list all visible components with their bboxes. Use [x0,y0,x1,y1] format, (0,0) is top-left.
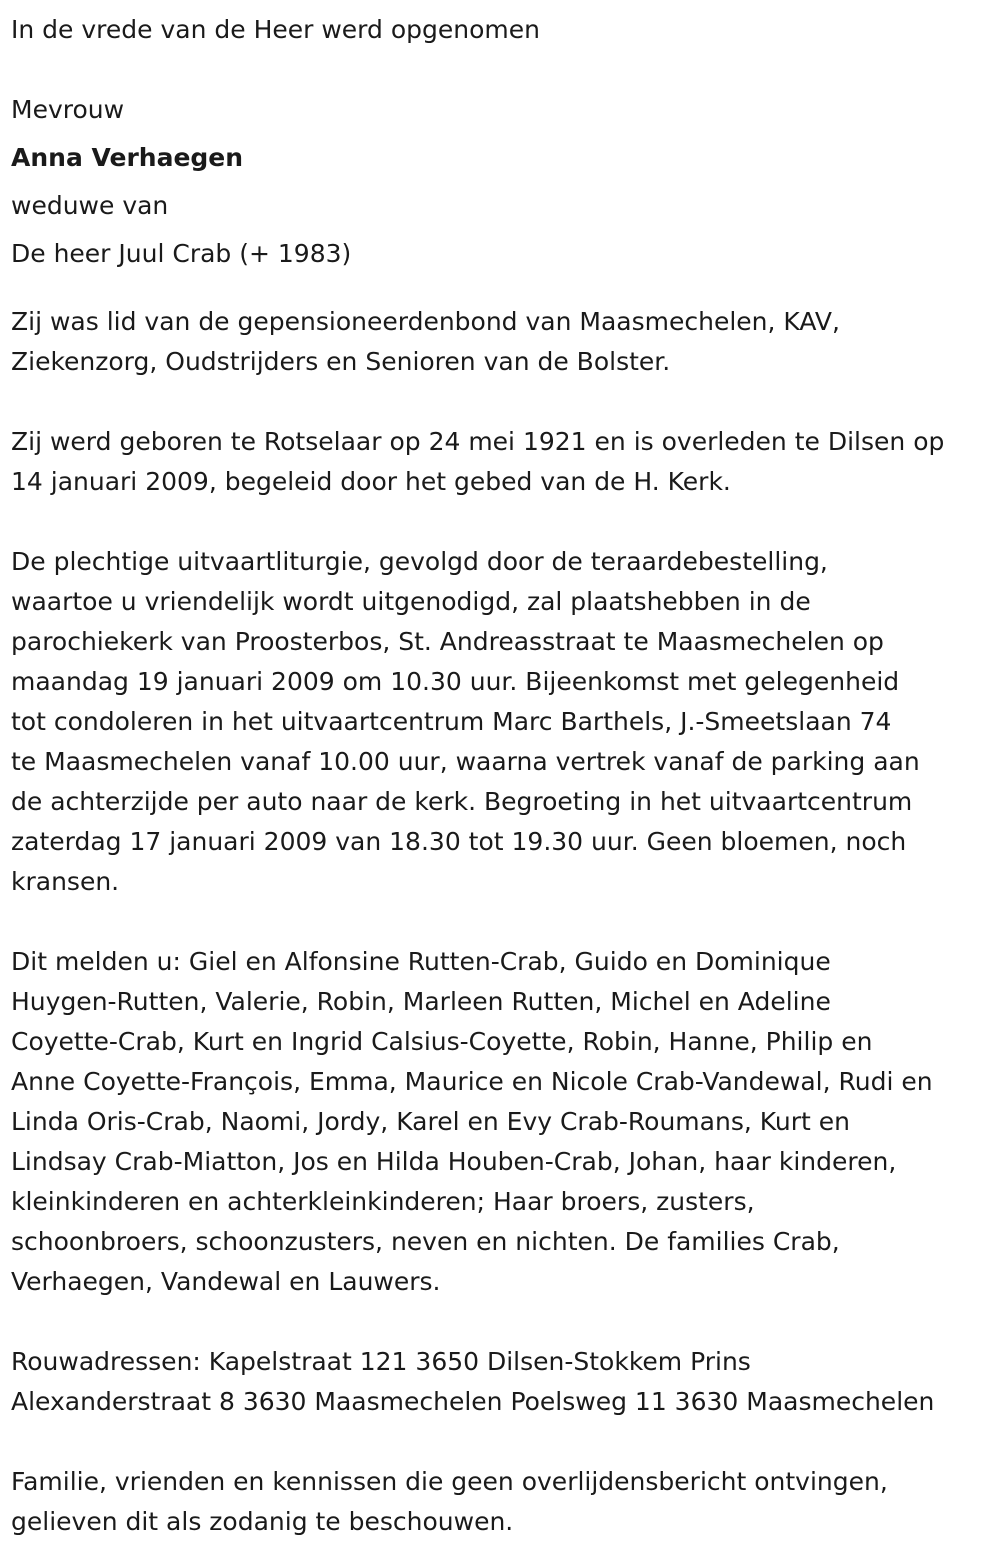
text-line: Linda Oris-Crab, Naomi, Jordy, Karel en Evy Crab-Roumans, Kurt en [11,1107,850,1136]
obituary-notice [11,6,995,1542]
text-line: Rouwadressen: Kapelstraat 121 3650 Dilsen-Stokkem Prins [11,1347,751,1376]
birth-death-paragraph [11,422,995,502]
text-line: waartoe u vriendelijk wordt uitgenodigd, zal plaatshebben in de [11,587,811,616]
text-line: tot condoleren in het uitvaartcentrum Marc Barthels, J.-Smeetslaan 74 [11,707,892,736]
text-line: maandag 19 januari 2009 om 10.30 uur. Bijeenkomst met gelegenheid [11,667,900,696]
text-line: kransen. [11,867,120,896]
funeral-paragraph [11,542,995,902]
text-line: Coyette-Crab, Kurt en Ingrid Calsius-Coyette, Robin, Hanne, Philip en [11,1027,873,1056]
text-line: Huygen-Rutten, Valerie, Robin, Marleen Rutten, Michel en Adeline [11,987,831,1016]
deceased-name: Anna Verhaegen [11,143,244,172]
memberships-paragraph [11,302,995,382]
text-line: kleinkinderen en achterkleinkinderen; Haar broers, zusters, [11,1187,755,1216]
text-line: 14 januari 2009, begeleid door het gebed van de H. Kerk. [11,467,731,496]
spouse-name: De heer Juul Crab (+ 1983) [11,239,352,268]
text-line: Zij was lid van de gepensioneerdenbond van Maasmechelen, KAV, [11,307,840,336]
text-line: Lindsay Crab-Miatton, Jos en Hilda Houben-Crab, Johan, haar kinderen, [11,1147,897,1176]
text-line: Ziekenzorg, Oudstrijders en Senioren van de Bolster. [11,347,671,376]
text-line: Dit melden u: Giel en Alfonsine Rutten-Crab, Guido en Dominique [11,947,831,976]
text-line: Alexanderstraat 8 3630 Maasmechelen Poelsweg 11 3630 Maasmechelen [11,1387,935,1416]
notice-header [11,6,995,278]
text-line: parochiekerk van Proosterbos, St. Andreasstraat te Maasmechelen op [11,627,884,656]
text-line: zaterdag 17 januari 2009 van 18.30 tot 19.30 uur. Geen bloemen, noch [11,827,907,856]
text-line: schoonbroers, schoonzusters, neven en nichten. De families Crab, [11,1227,840,1256]
text-line: Zij werd geboren te Rotselaar op 24 mei 1921 en is overleden te Dilsen op [11,427,945,456]
text-line: te Maasmechelen vanaf 10.00 uur, waarna vertrek vanaf de parking aan [11,747,920,776]
intro-text: In de vrede van de Heer werd opgenomen [11,15,540,44]
text-line: de achterzijde per auto naar de kerk. Begroeting in het uitvaartcentrum [11,787,913,816]
widow-of-text: weduwe van [11,191,169,220]
text-line: Anne Coyette-François, Emma, Maurice en Nicole Crab-Vandewal, Rudi en [11,1067,933,1096]
text-line: gelieven dit als zodanig te beschouwen. [11,1507,514,1536]
text-line: Verhaegen, Vandewal en Lauwers. [11,1267,441,1296]
announced-by-paragraph [11,942,995,1302]
addresses-paragraph [11,1342,995,1422]
closing-paragraph [11,1462,995,1542]
salutation: Mevrouw [11,95,125,124]
text-line: De plechtige uitvaartliturgie, gevolgd door de teraardebestelling, [11,547,828,576]
text-line: Familie, vrienden en kennissen die geen overlijdensbericht ontvingen, [11,1467,888,1496]
